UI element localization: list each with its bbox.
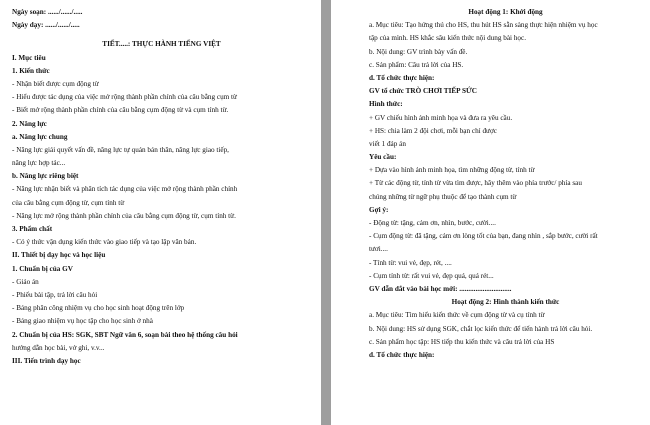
left-page-line-8: - Biết mở rộng thành phần chính của câu bằng cụm động từ và cụm tính từ. (12, 106, 229, 115)
document-page-right (331, 0, 650, 425)
left-page-line-4: I. Mục tiêu (12, 53, 46, 62)
left-page-line-20: 1. Chuẩn bị của GV (12, 264, 73, 273)
right-page-line-15: Gợi ý: (369, 205, 389, 214)
right-page-line-11: Yêu cầu: (369, 153, 397, 162)
right-page-line-22: Hoạt động 2: Hình thành kiến thức (451, 298, 560, 307)
right-page-line-7: Hình thức: (369, 100, 403, 109)
right-page-line-9: + HS: chia làm 2 đội chơi, mỗi bạn chỉ được (369, 126, 497, 135)
right-page-line-20: - Cụm tính từ: rất vui vẻ, đẹp quá, quá rét... (369, 271, 494, 280)
left-page-line-12: năng lực hợp tác... (12, 159, 66, 168)
document-page-left (0, 0, 321, 425)
left-page-line-13: b. Năng lực riêng biệt (12, 172, 79, 181)
right-page-line-16: - Động từ: tặng, cảm ơn, nhìn, bước, cười.... (369, 219, 496, 227)
left-page-line-18: - Có ý thức vận dụng kiến thức vào giao tiếp và tạo lập văn bản. (12, 238, 197, 247)
right-page-line-26: d. Tổ chức thực hiện: (369, 350, 435, 359)
left-page-line-10: a. Năng lực chung (12, 132, 68, 141)
right-page-line-13: + Từ các động từ, tính từ vừa tìm được, hãy thêm vào phía trước/ phía sau (369, 179, 582, 188)
left-page-line-23: - Bảng phân công nhiệm vụ cho học sinh hoạt động trên lớp (12, 304, 185, 313)
right-page-line-6: GV tổ chức TRÒ CHƠI TIẾP SỨC (369, 87, 477, 96)
right-page-line-17: - Cụm động từ: đã tặng, cảm ơn lòng tốt của bạn, đang nhìn , sắp bước, cười rất (369, 232, 598, 241)
left-page-line-16: - Năng lực mở rộng thành phần chính của câu bằng cụm động từ, cụm tính từ. (12, 211, 236, 220)
left-page-line-1: Ngày dạy: ....../....../..... (12, 21, 80, 30)
left-page-line-6: - Nhận biết được cụm động từ (12, 79, 99, 88)
left-page-line-24: - Bảng giao nhiệm vụ học tập cho học sinh ở nhà (12, 317, 153, 326)
left-page-line-7: - Hiểu được tác dụng của việc mở rộng thành phần chính của câu bằng cụm từ (12, 93, 237, 102)
left-page-line-14: - Năng lực nhận biết và phân tích tác dụng của việc mở rộng thành phần chính (12, 185, 238, 194)
right-page-line-19: - Tính từ: vui vẻ, đẹp, rét, .... (369, 258, 452, 267)
right-page-line-0: Hoạt động 1: Khởi động (468, 8, 543, 16)
right-page-line-1: a. Mục tiêu: Tạo hứng thú cho HS, thu hút HS sẵn sàng thực hiện nhiệm vụ học (369, 21, 598, 30)
left-page-line-15: của câu bằng cụm động từ, cụm tính từ (12, 198, 125, 207)
left-page-line-19: II. Thiết bị dạy học và học liệu (12, 251, 106, 260)
right-page-line-25: c. Sản phẩm học tập: HS tiếp thu kiến thức và câu trả lời của HS (369, 337, 555, 346)
left-page-line-3: TIẾT.....: THỰC HÀNH TIẾNG VIỆT (102, 40, 221, 49)
right-page-line-3: b. Nội dung: GV trình bày vấn đề. (369, 47, 468, 56)
right-page-line-12: + Dựa vào hình ảnh minh họa, tìm những động từ, tính từ (369, 166, 535, 175)
left-page-line-9: 2. Năng lực (12, 119, 47, 128)
right-page-line-14: chúng những từ ngữ phụ thuộc để tạo thành cụm từ (369, 192, 517, 201)
left-page-line-0: Ngày soạn: ....../....../..... (12, 8, 83, 16)
right-page-line-18: tươi.... (369, 245, 388, 254)
left-page-line-11: - Năng lực giải quyết vấn đề, năng lực tự quản bản thân, năng lực giao tiếp, (12, 145, 229, 154)
left-page-line-27: III. Tiến trình dạy học (12, 356, 81, 365)
left-page-line-25: 2. Chuẩn bị của HS: SGK, SBT Ngữ văn 6, soạn bài theo hệ thống câu hỏi (12, 330, 238, 339)
left-page-line-17: 3. Phẩm chất (12, 225, 53, 233)
left-page-line-21: - Giáo án (12, 277, 39, 286)
left-page-line-26: hướng dẫn học bài, vở ghi, v.v... (12, 343, 105, 352)
left-page-line-22: - Phiếu bài tập, trả lời câu hỏi (12, 290, 98, 299)
right-page-line-10: viết 1 đáp án (369, 139, 406, 148)
right-page-line-24: b. Nội dung: HS sử dụng SGK, chắt lọc kiến thức để tiến hành trả lời câu hỏi. (369, 324, 593, 333)
right-page-line-4: c. Sản phẩm: Câu trả lời của HS. (369, 60, 464, 69)
right-page-line-21: GV dẫn dắt vào bài học mới: ............................. (369, 284, 512, 293)
right-page-line-23: a. Mục tiêu: Tìm hiểu kiến thức về cụm động từ và cụ tính từ (369, 311, 545, 320)
right-page-line-2: tập của mình. HS khắc sâu kiến thức nội dung bài học. (369, 34, 526, 43)
right-page-line-8: + GV chiếu hình ảnh minh họa và đưa ra yêu cầu. (369, 113, 513, 122)
left-page-line-5: 1. Kiến thức (12, 66, 50, 75)
right-page-line-5: d. Tổ chức thực hiện: (369, 73, 435, 82)
